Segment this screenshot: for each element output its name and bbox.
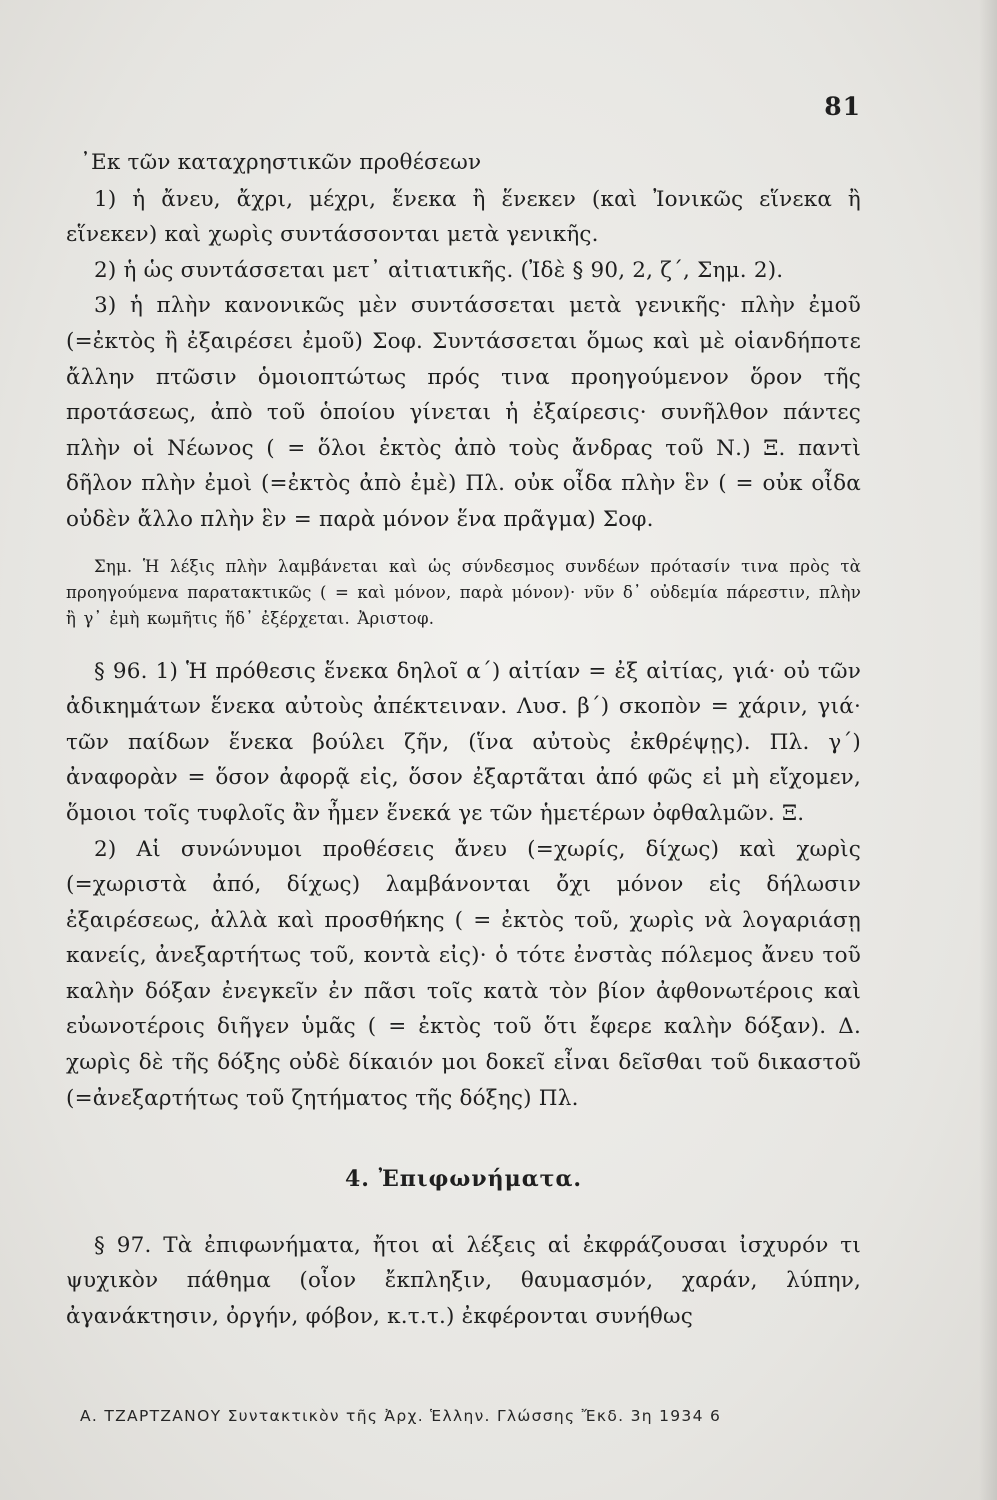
section-title: 4. Ἐπιφωνήματα.	[344, 1166, 583, 1193]
page-number: 81	[824, 92, 861, 121]
paragraph-1: 1) ἡ ἄνευ, ἄχρι, μέχρι, ἕνεκα ἢ ἕνεκεν (καὶ Ἰονικῶς εἵνεκα ἢ εἵνεκεν) καὶ χωρὶς συντάσσονται μετὰ γενικῆς.	[66, 186, 861, 248]
paragraph-97: § 97. Τὰ ἐπιφωνήματα, ἤτοι αἱ λέξεις αἱ ἐκφράζουσαι ἰσχυρόν τι ψυχικὸν πάθημα (οἷον ἔκπληξιν, θαυμασμόν, χαράν, λύπην, ἀγανάκτησιν, ὀργήν, φόβον, κ.τ.τ.) ἐκφέρονται συνήθως	[66, 1232, 861, 1330]
paragraph-96-1: § 96. 1) Ἡ πρόθεσις ἕνεκα δηλοῖ α΄) αἰτίαν = ἐξ αἰτίας, γιά· οὐ τῶν ἀδικημάτων ἕνεκα αὐτοὺς ἀπέκτειναν. Λυσ. β΄) σκοπὸν = χάριν, γιά· τῶν παίδων ἕνεκα βούλει ζῆν, (ἵνα αὐτοὺς ἐκθρέψῃς). Πλ. γ΄) ἀναφορὰν = ὅσον ἀφορᾷ εἰς, ὅσον ἐξαρτᾶται ἀπό φῶς εἰ μὴ εἴχομεν, ὅμοιοι τοῖς τυφλοῖς ἂν ἦμεν ἕνεκά γε τῶν ἡμετέρων ὀφθαλμῶν. Ξ.	[66, 658, 861, 826]
page-body	[66, 145, 861, 1335]
note-paragraph: Σημ. Ἡ λέξις πλὴν λαμβάνεται καὶ ὡς σύνδεσμος συνδέων πρότασίν τινα πρὸς τὰ προηγούμενα παρατακτικῶς ( = καὶ μόνον, παρὰ μόνον)· νῦν δ᾿ οὐδεμία πάρεστιν, πλὴν ἢ γ᾿ ἐμὴ κωμῆτις ἥδ᾿ ἐξέρχεται. Ἀριστοφ.	[66, 556, 861, 628]
paragraph-96-2: 2) Αἱ συνώνυμοι προθέσεις ἄνευ (=χωρίς, δίχως) καὶ χωρὶς (=χωριστὰ ἀπό, δίχως) λαμβάνονται ὄχι μόνον εἰς δήλωσιν ἐξαιρέσεως, ἀλλὰ καὶ προσθήκης ( = ἐκτὸς τοῦ, χωρὶς νὰ λογαριάσῃ κανείς, ἀνεξαρτήτως τοῦ, κοντὰ εἰς)· ὁ τότε ἐνστὰς πόλεμος ἄνευ τοῦ καλὴν δόξαν ἐνεγκεῖν ἐν πᾶσι τοῖς κατὰ τὸν βίον ἀφθονωτέροις καὶ εὐωνοτέροις διῆγεν ὑμᾶς ( = ἐκτὸς τοῦ ὅτι ἔφερε καλὴν δόξαν). Δ. χωρὶς δὲ τῆς δόξης οὐδὲ δίκαιόν μοι δοκεῖ εἶναι δεῖσθαι τοῦ δικαστοῦ (=ἀνεξαρτήτως τοῦ ζητήματος τῆς δόξης) Πλ.	[66, 836, 861, 1111]
paragraph-intro: ᾿Εκ τῶν καταχρηστικῶν προθέσεων	[80, 150, 482, 175]
paragraph-2: 2) ἡ ὡς συντάσσεται μετ᾿ αἰτιατικῆς. (Ἰδὲ § 90, 2, ζ΄, Σημ. 2).	[94, 257, 784, 283]
page-edge-shadow	[979, 0, 997, 1500]
paragraph-3: 3) ἡ πλὴν κανονικῶς μὲν συντάσσεται μετὰ γενικῆς· πλὴν ἐμοῦ (=ἐκτὸς ἢ ἐξαιρέσει ἐμοῦ) Σοφ. Συντάσσεται ὅμως καὶ μὲ οἱανδήποτε ἄλλην πτῶσιν ὁμοιοπτώτως πρός τινα προηγούμενον ὅρον τῆς προτάσεως, ἀπὸ τοῦ ὁποίου γίνεται ἡ ἐξαίρεσις· συνῆλθον πάντες πλὴν οἱ Νέωνος ( = ὅλοι ἐκτὸς ἀπὸ τοὺς ἄνδρας τοῦ Ν.) Ξ. παντὶ δῆλον πλὴν ἐμοὶ (=ἐκτὸς ἀπὸ ἐμὲ) Πλ. οὐκ οἶδα πλὴν ἓν ( = οὐκ οἶδα οὐδὲν ἄλλο πλὴν ἓν = παρὰ μόνον ἕνα πρᾶγμα) Σοφ.	[66, 293, 861, 532]
page-footer: Α. ΤΖΑΡΤΖΑΝΟΥ Συντακτικὸν τῆς Ἀρχ. Ἑλλην. Γλώσσης Ἔκδ. 3η 1934 6	[80, 1407, 722, 1425]
